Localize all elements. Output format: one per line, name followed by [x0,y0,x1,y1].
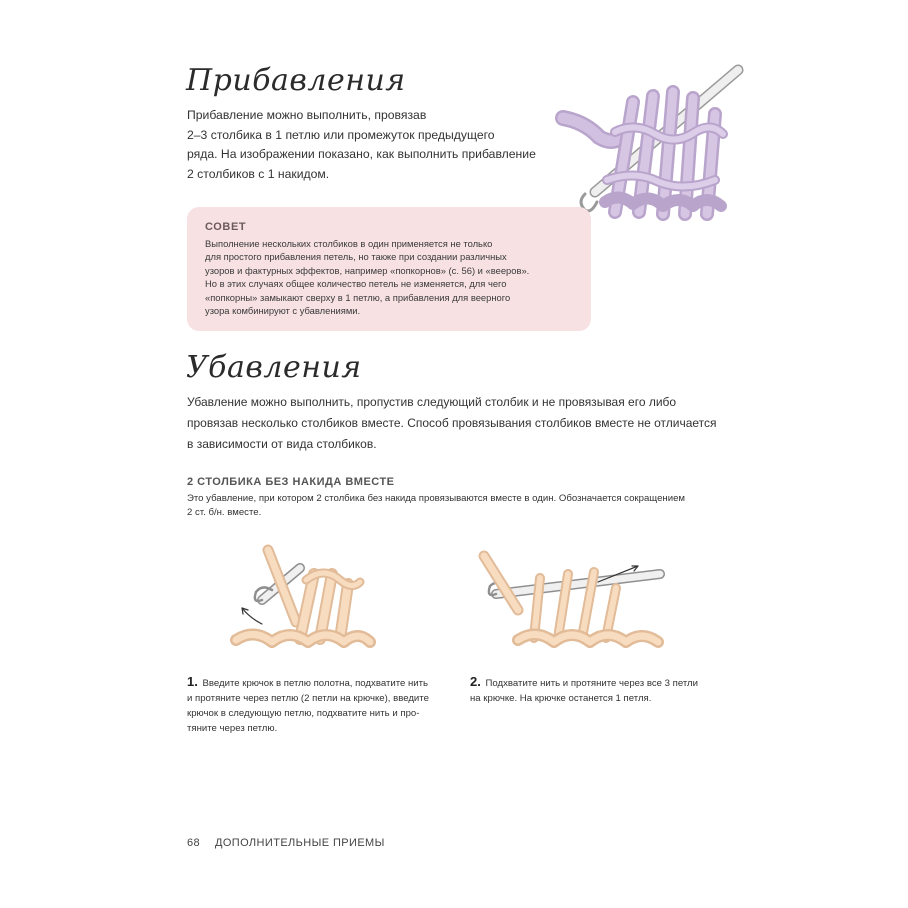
subsection-line: Это убавление, при котором 2 столбика без накида провязываются вместе в один. Обозначается сокращением [187,493,685,504]
decrease-line: провязав несколько столбиков вместе. Способ провязывания столбиков вместе не отличается [187,416,717,430]
decrease-line: Убавление можно выполнить, пропустив следующий столбик и не провязывая его либо [187,395,677,409]
page-number: 68 [187,837,201,849]
subsection-line: 2 ст. б/н. вместе. [187,507,262,518]
step-2-text: Подхватите нить и протяните через все 3 петли [485,678,699,689]
step-2-line: на крючке. На крючке останется 1 петля. [470,693,652,704]
increase-line: 2 столбиков с 1 накидом. [187,166,330,181]
subsection-title: 2 СТОЛБИКА БЕЗ НАКИДА ВМЕСТЕ [187,476,395,488]
chapter-title: ДОПОЛНИТЕЛЬНЫЕ ПРИЕМЫ [214,837,385,849]
decrease-title: Убавления [186,350,362,385]
step-2-line [470,674,740,691]
step-1-line [187,674,467,691]
increase-line: Прибавление можно выполнить, провязав [187,108,427,122]
increase-line: ряда. На изображении показано, как выполнить прибавление [187,147,536,161]
step2-illustration [478,548,668,656]
subsection-paragraph [187,492,747,520]
tip-title: СОВЕТ [205,221,247,233]
step-1-line: тяните через петлю. [187,723,278,734]
step-1-number: 1. [187,674,198,689]
step-1 [187,674,467,736]
step-1-text: Введите крючок в петлю полотна, подхватите нить [202,678,429,689]
increase-title: Прибавления [186,63,406,98]
step-1-line: и протяните через петлю (2 петли на крючке), введите [187,693,429,704]
increase-line: 2–3 столбика в 1 петлю или промежуток предыдущего [187,127,495,142]
step-1-line: крючок в следующую петлю, подхватите нить и про- [187,708,420,719]
tip-text: Выполнение нескольких столбиков в один применяется не только для простого прибавления петель, но также при создании различных узоров и фактурных эффектов, например «попкорнов» (с. 56) и «вееров». Но в этих случаях общее количество петель не изменяется, для чего «попкорны» замыкают сверху в 1 петлю, а прибавления для веерного узора комбинируют с убавлениями. [205,238,530,317]
increase-illustration [555,62,755,230]
tip-box [187,207,591,331]
step-2-number: 2. [470,674,481,689]
step-2 [470,674,740,706]
step1-illustration [228,544,378,656]
decrease-line: в зависимости от вида столбиков. [187,437,377,451]
page-footer [187,837,385,849]
decrease-paragraph [187,392,787,455]
increase-paragraph [187,106,557,184]
